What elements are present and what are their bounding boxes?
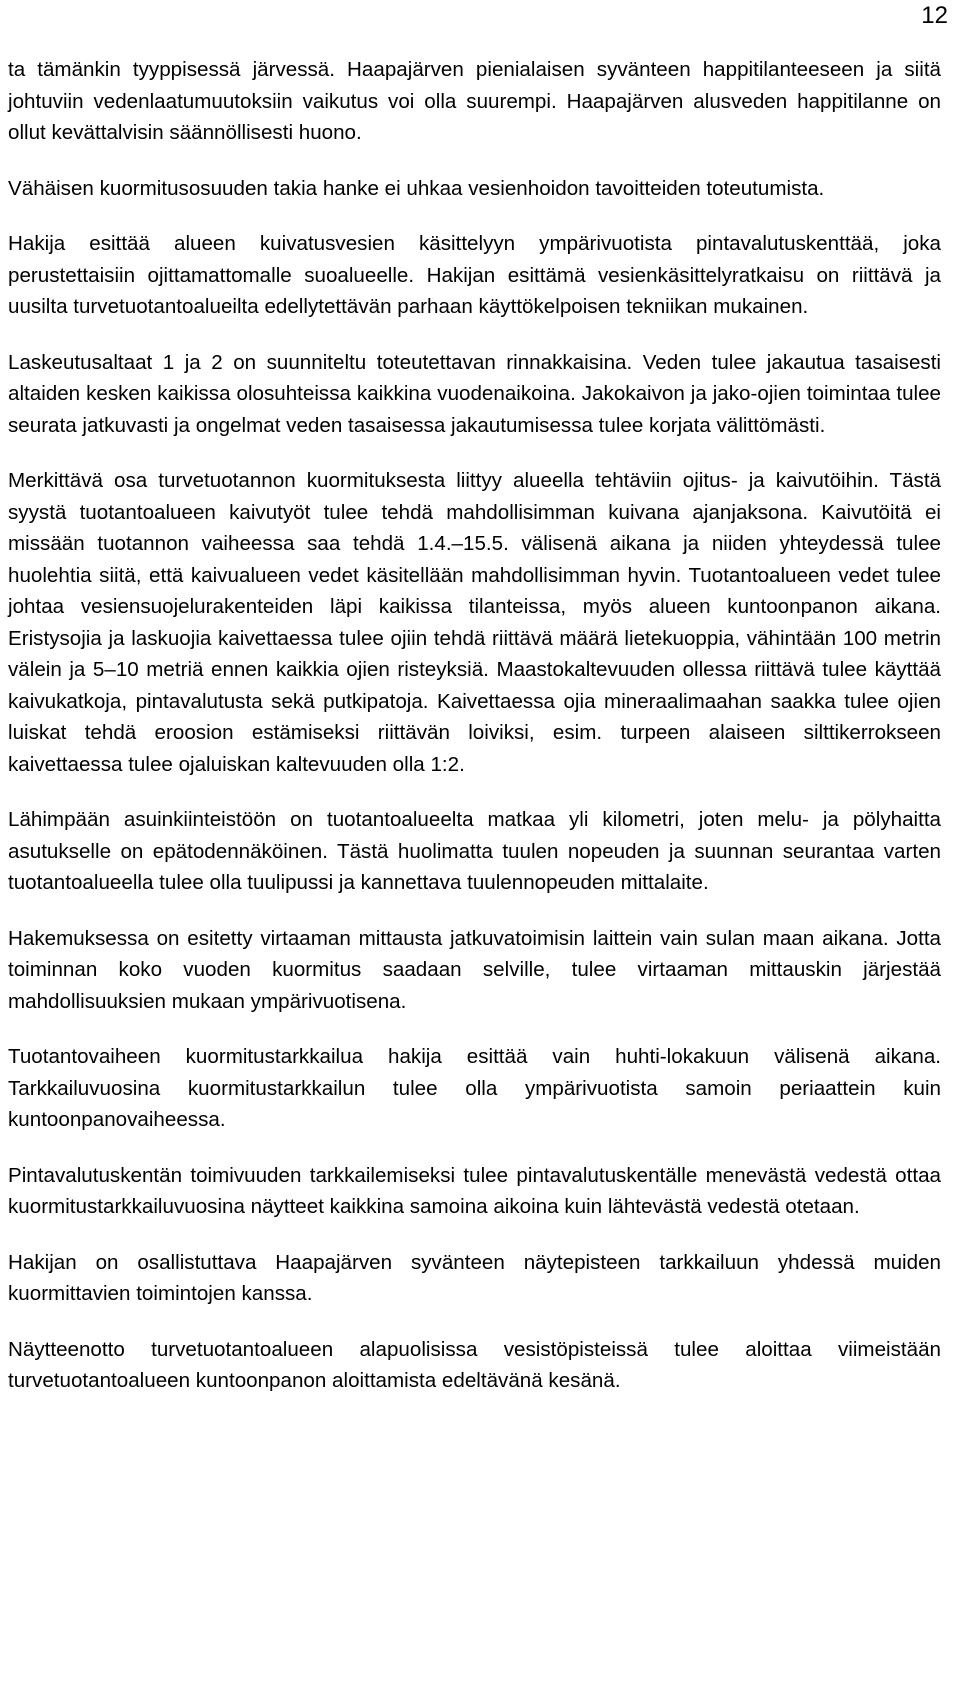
- paragraph-load-monitoring: Tuotantovaiheen kuormitustarkkailua hakija esittää vain huhti-lokakuun välisenä aikana. Tarkkailuvuosina kuormitustarkkailun tulee olla ympärivuotista samoin periaattein kuin kuntoonpanovaiheessa.: [8, 1045, 941, 1131]
- paragraph-overland-flow-field: Hakija esittää alueen kuivatusvesien käsittelyyn ympärivuotista pintavalutuskenttää, joka perustettaisiin ojittamattomalle suoalueelle. Hakijan esittämä vesienkäsittelyratkaisu on riittävä ja uusilta turvetuotantoalueilta edellytettävän parhaan käyttökelpoisen tekniikan mukainen.: [8, 232, 941, 318]
- page-number: 12: [921, 2, 948, 29]
- paragraph-settling-basins: Laskeutusaltaat 1 ja 2 on suunniteltu toteutettavan rinnakkaisina. Veden tulee jakautua tasaisesti altaiden kesken kaikissa olosuhteissa kaikkina vuodenaikoina. Jakokaivon ja jako-ojien toimintaa tulee seurata jatkuvasti ja ongelmat veden tasaisessa jakautumisessa tulee korjata välittömästi.: [8, 350, 941, 437]
- paragraph-noise-dust: Lähimpään asuinkiinteistöön on tuotantoalueelta matkaa yli kilometri, joten melu- ja pölyhaitta asutukselle on epätodennäköinen. Tästä huolimatta tuulen nopeuden ja suunnan seurantaa varten tuotantoalueella tulee olla tuulipussi ja kannettava tuulennopeuden mittalaite.: [8, 808, 941, 894]
- paragraph-field-monitoring: Pintavalutuskentän toimivuuden tarkkailemiseksi tulee pintavalutuskentälle menevästä vedestä ottaa kuormitustarkkailuvuosina näytteet kaikkina samoina aikoina kuin lähtevästä vedestä otetaan.: [8, 1163, 941, 1218]
- paragraph-flow-measurement: Hakemuksessa on esitetty virtaaman mittausta jatkuvatoimisin laittein vain sulan maan aikana. Jotta toiminnan koko vuoden kuormitus saadaan selville, tulee virtaaman mittauskin järjestää mahdollisuuksien mukaan ympärivuotisena.: [8, 926, 941, 1013]
- paragraph-basin-monitoring: Hakijan on osallistuttava Haapajärven syvänteen näytepisteen tarkkailuun yhdessä muiden kuormittavien toimintojen kanssa.: [8, 1250, 941, 1305]
- paragraph-water-management-goals: Vähäisen kuormitusosuuden takia hanke ei uhkaa vesienhoidon tavoitteiden toteutumista.: [8, 176, 825, 200]
- paragraph-ditching-works: Merkittävä osa turvetuotannon kuormituksesta liittyy alueella tehtäviin ojitus- ja kaivutöihin. Tästä syystä tuotantoalueen kaivutyöt tulee tehdä mahdollisimman kuivana ajanjaksona. Kaivutöitä ei missään tuotannon vaiheessa saa tehdä 1.4.–15.5. välisenä aikana ja niiden yhteydessä tulee huolehtia siitä, että kaivualueen vedet käsitellään mahdollisimman hyvin. Tuotantoalueen vedet tulee johtaa vesiensuojelurakenteiden läpi kaikissa tilanteissa, myös alueen kuntoonpanon aikana. Eristysojia ja laskuojia kaivettaessa tulee ojiin tehdä riittävä määrä lietekuoppia, vähintään 100 metrin välein ja 5–10 metriä ennen kaikkia ojien risteyksiä. Maastokaltevuuden ollessa riittävä tulee käyttää kaivukatkoja, pintavalutusta sekä putkipatoja. Kaivettaessa ojia mineraalimaahan saakka tulee ojien luiskat tehdä eroosion estämiseksi riittävän loiviksi, esim. turpeen alaiseen silttikerrokseen kaivettaessa tulee ojaluiskan kaltevuuden olla 1:2.: [8, 469, 941, 776]
- body-text: [8, 54, 941, 1397]
- paragraph-sampling-start: Näytteenotto turvetuotantoalueen alapuolisissa vesistöpisteissä tulee aloittaa viimeistään turvetuotantoalueen kuntoonpanon aloittamista edeltävänä kesänä.: [8, 1337, 941, 1392]
- paragraph-oxygen-situation: ta tämänkin tyyppisessä järvessä. Haapajärven pienialaisen syvänteen happitilanteeseen ja siitä johtuviin vedenlaatumuutoksiin vaikutus voi olla suurempi. Haapajärven alusveden happitilanne on ollut kevättalvisin säännöllisesti huono.: [8, 58, 941, 144]
